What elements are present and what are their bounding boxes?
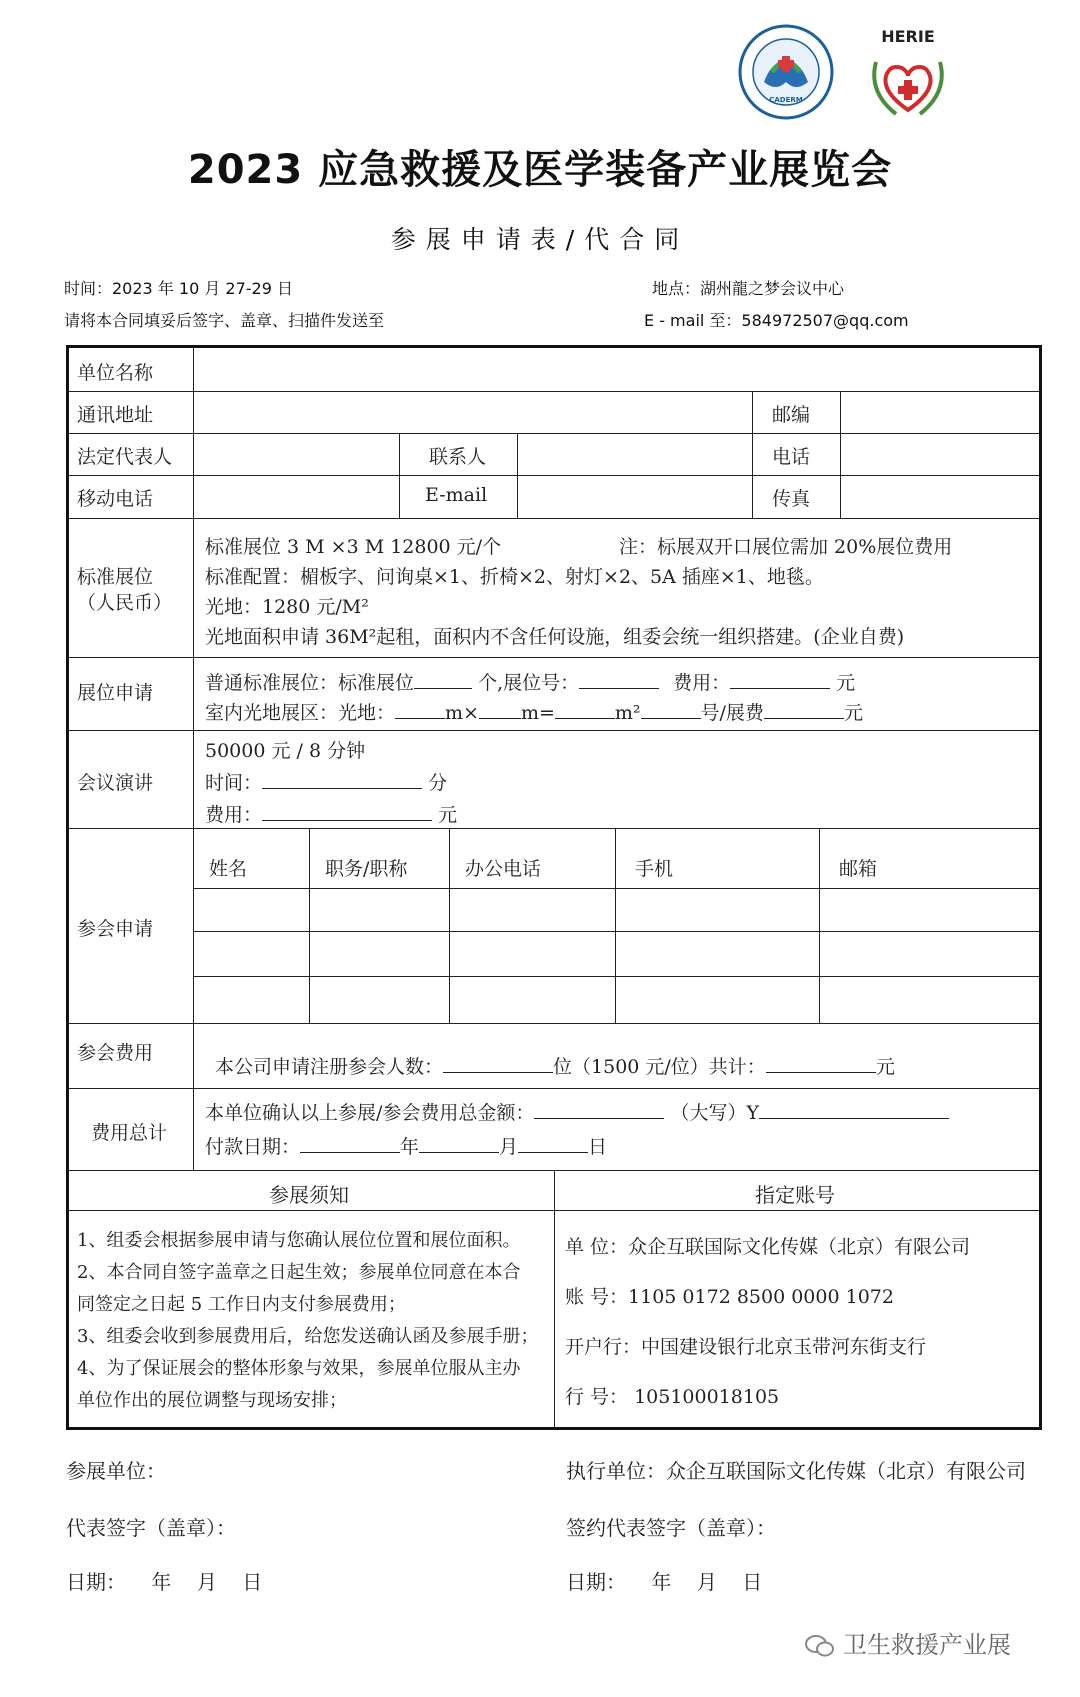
col-office-phone: 办公电话 xyxy=(465,858,542,880)
organizer-logos xyxy=(736,22,966,126)
sign-exhibitor: 参展单位： xyxy=(66,1459,166,1483)
speech-price: 50000 元 / 8 分钟 xyxy=(205,740,366,762)
sign-executor: 执行单位：众企互联国际文化传媒（北京）有限公司 xyxy=(566,1459,1026,1483)
raw-space-price: 光地：1280 元/M² xyxy=(205,596,369,618)
label-phone: 电话 xyxy=(772,446,811,468)
label-fax: 传真 xyxy=(772,488,811,510)
label-standard-booth: 标准展位 xyxy=(77,566,154,588)
event-time: 时间：2023 年 10 月 27-29 日 xyxy=(64,279,294,298)
label-unit-name: 单位名称 xyxy=(77,362,154,384)
label-total: 费用总计 xyxy=(91,1122,168,1144)
label-speech: 会议演讲 xyxy=(77,772,154,794)
label-rmb: （人民币） xyxy=(77,592,173,614)
sign-date-left: 日期： 年 月 日 xyxy=(66,1570,263,1594)
attend-fee-row: 本公司申请注册参会人数： 位（1500 元/位）共计： 元 xyxy=(215,1056,895,1078)
payment-date-row: 付款日期： 年 月 日 xyxy=(205,1136,608,1158)
event-location: 地点：湖州龍之梦会议中心 xyxy=(652,279,845,298)
account-bank: 开户行：中国建设银行北京玉带河东街支行 xyxy=(565,1336,927,1358)
label-legal-rep: 法定代表人 xyxy=(77,446,173,468)
booth-config: 标准配置：楣板字、问询桌×1、折椅×2、射灯×2、5A 插座×1、地毯。 xyxy=(205,566,824,588)
sign-date-right: 日期： 年 月 日 xyxy=(566,1570,763,1594)
label-attend-fee: 参会费用 xyxy=(77,1042,154,1064)
raw-space-note: 光地面积申请 36M²起租，面积内不含任何设施，组委会统一组织搭建。(企业自费) xyxy=(205,626,905,648)
herie-logo xyxy=(874,27,942,114)
page-subtitle: 参展申请表/代合同 xyxy=(390,225,690,254)
booth-price: 标准展位 3 M ×3 M 12800 元/个 xyxy=(205,536,502,558)
application-form xyxy=(66,345,1042,1430)
col-mobile: 手机 xyxy=(635,858,674,880)
submit-instruction: 请将本合同填妥后签字、盖章、扫描件发送至 xyxy=(64,311,385,330)
speech-time-row: 时间： 分 xyxy=(205,772,448,794)
svg-text:CADERM: CADERM xyxy=(769,96,803,104)
apply-raw-row: 室内光地展区：光地： m× m= m² 号/展费 元 xyxy=(205,702,863,724)
label-address: 通讯地址 xyxy=(77,404,154,426)
account-unit: 单 位：众企互联国际文化传媒（北京）有限公司 xyxy=(565,1236,971,1258)
notice-line: 单位作出的展位调整与现场安排； xyxy=(77,1390,347,1411)
label-mobile: 移动电话 xyxy=(77,488,154,510)
speech-fee-row: 费用： 元 xyxy=(205,804,458,826)
label-postcode: 邮编 xyxy=(772,404,811,426)
col-email: 邮箱 xyxy=(839,858,878,880)
wechat-icon xyxy=(805,1634,835,1658)
wechat-watermark: 卫生救援产业展 xyxy=(805,1625,1011,1660)
notice-line: 1、组委会根据参展申请与您确认展位位置和展位面积。 xyxy=(77,1230,521,1251)
apply-standard-row: 普通标准展位：标准展位 个,展位号： 费用： 元 xyxy=(205,672,856,694)
booth-note: 注：标展双开口展位需加 20%展位费用 xyxy=(619,536,953,558)
submit-email: E - mail 至：584972507@qq.com xyxy=(644,311,909,330)
col-title: 职务/职称 xyxy=(325,858,408,880)
page-title: 2023 应急救援及医学装备产业展览会 xyxy=(187,147,893,193)
account-number: 账 号：1105 0172 8500 0000 1072 xyxy=(565,1286,894,1308)
notice-line: 同签定之日起 5 工作日内支付参展费用； xyxy=(77,1294,406,1315)
sign-contract-rep: 签约代表签字（盖章）： xyxy=(566,1516,776,1540)
label-contact: 联系人 xyxy=(429,446,487,468)
svg-text:HERIE: HERIE xyxy=(881,27,935,46)
col-name: 姓名 xyxy=(209,858,248,880)
label-email: E-mail xyxy=(425,484,488,506)
notice-line: 3、组委会收到参展费用后，给您发送确认函及参展手册； xyxy=(77,1326,539,1347)
total-amount-row: 本单位确认以上参展/参会费用总金额： （大写）Y xyxy=(205,1098,949,1125)
notice-line: 2、本合同自签字盖章之日起生效；参展单位同意在本合 xyxy=(77,1262,521,1283)
sign-rep: 代表签字（盖章）： xyxy=(66,1516,236,1540)
notice-line: 4、为了保证展会的整体形象与效果，参展单位服从主办 xyxy=(77,1358,521,1379)
notice-title: 参展须知 xyxy=(269,1183,349,1207)
label-attend: 参会申请 xyxy=(77,918,154,940)
account-bank-code: 行 号： 105100018105 xyxy=(565,1386,780,1408)
label-booth-apply: 展位申请 xyxy=(77,682,154,704)
account-title: 指定账号 xyxy=(755,1183,835,1207)
caderm-logo xyxy=(740,26,832,118)
